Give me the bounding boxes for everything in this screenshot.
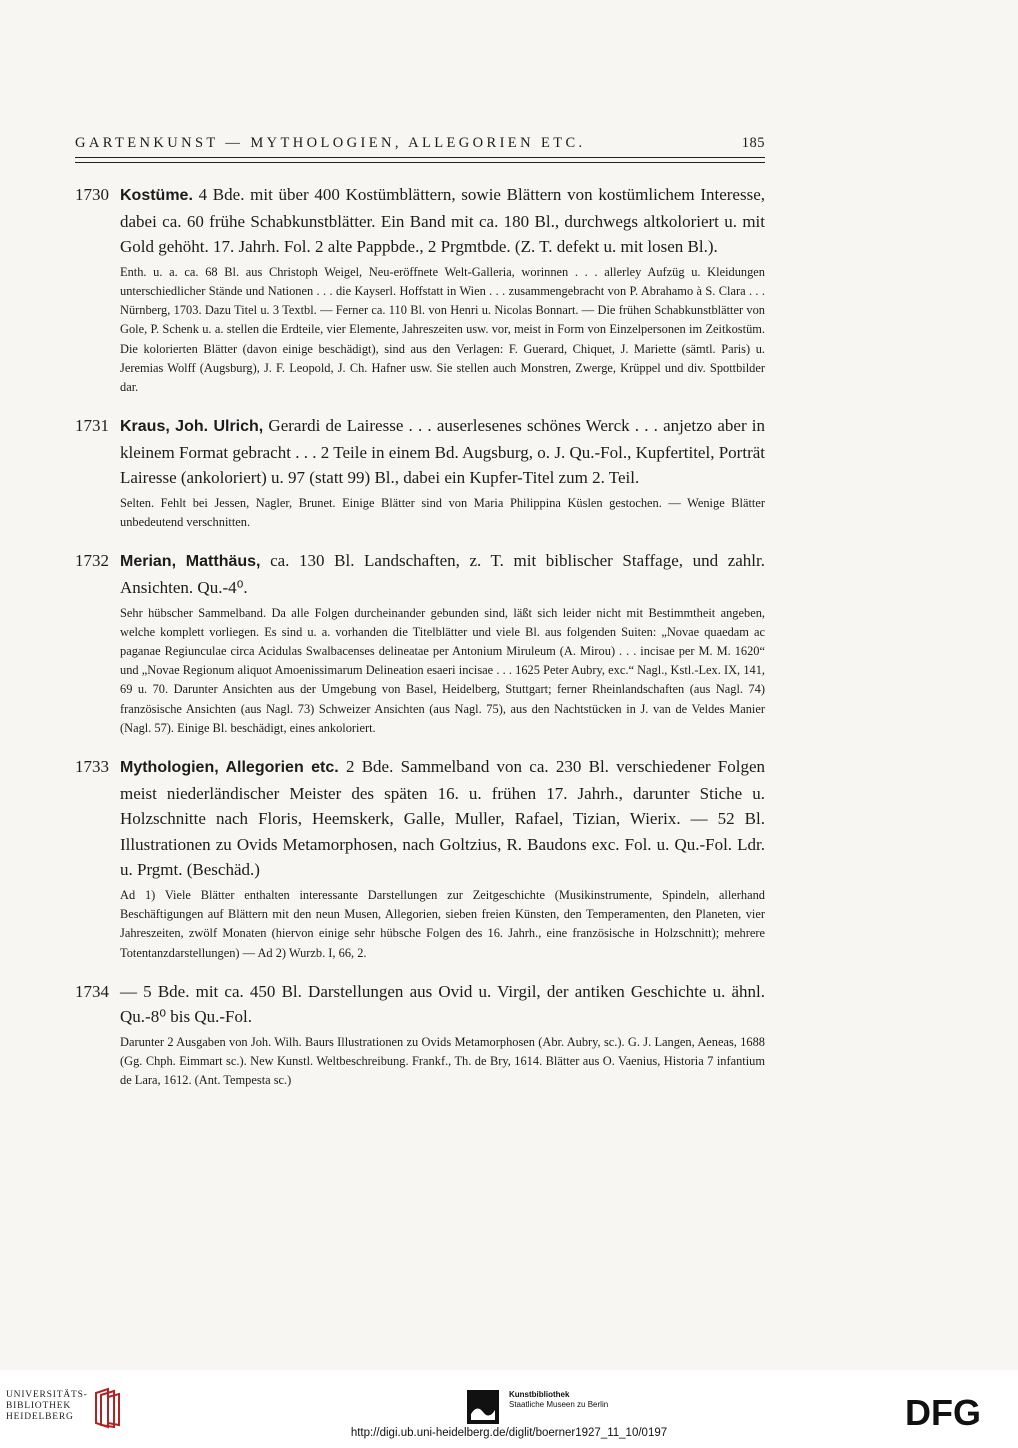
entry-number: 1733 (75, 757, 109, 776)
catalog-entries (75, 182, 765, 1107)
page-number: 185 (741, 135, 765, 151)
entry-description: 4 Bde. mit über 400 Kostümblättern, sowie Blättern von kostümlichem Interesse, dabei ca. 60 frühe Schabkunstblätter. Ein Band mit ca. 180 Bl., durchwegs altkoloriert u. mit Gold gehöht. 17. Jahrh. Fol. 2 alte Pappbde., 2 Prgmtbde. (Z. T. defekt u. mit losen Bl.). (120, 185, 765, 257)
entry-main-text (75, 979, 765, 1030)
entry-headword: Mythologien, Allegorien etc. (120, 759, 339, 776)
kunstbibliothek-text (509, 1390, 608, 1410)
dfg-logo: DFG (905, 1392, 981, 1433)
header-rule-bottom (75, 162, 765, 163)
entry-number: 1732 (75, 551, 109, 571)
library-line: UNIVERSITÄTS- (6, 1390, 88, 1400)
entry-description: ca. 130 Bl. Landschaften, z. T. mit biblischer Staffage, und zahlr. Ansichten. Qu.-4⁰. (120, 551, 765, 597)
entry-headword: Kraus, Joh. Ulrich, (120, 418, 264, 436)
viewer-footer (0, 1370, 1018, 1448)
entry-note: Sehr hübscher Sammelband. Da alle Folgen durcheinander gebunden sind, läßt sich leider nicht mit Bestimmtheit angeben, welche komplett vorliegen. Es sind u. a. vorhanden die Titelblätter und viele Bl. aus folgenden Suiten: „Novae quaedam ac paganae Regiunculae circa Acidulas Swalbacenses delineatae per Antonium Miruleum (A. Mirou) . . . incisae per M. M. 1620“ und „Novae Regionum aliquot Amoenissimarum Delineation esaeri incisae . . . 1625 Peter Aubry, exc.“ Nagl., Kstl.-Lex. IX, 141, 69 u. 70. Darunter Ansichten aus der Umgebung von Basel, Heidelberg, Stuttgart; ferner Rheinlandschaften (aus Nagl. 74) französische Ansichten (aus Nagl. 73) Schweizer Ansichten (aus Nagl. 75), aus den Nachtstücken in J. van de Veldes Manier (Nagl. 57). Einige Bl. beschädigt, eines ankoloriert. (120, 605, 765, 735)
catalog-entry-1731 (75, 413, 765, 532)
kb-name: Kunstbibliothek (509, 1390, 570, 1399)
entry-main-text (75, 413, 765, 491)
entry-number: 1730 (75, 185, 109, 204)
library-line: HEIDELBERG (6, 1412, 74, 1422)
entry-headword: Merian, Matthäus, (120, 553, 261, 571)
entry-description: Gerardi de Lairesse . . . auserlesenes schönes Werck . . . anjetzo aber in kleinem Format gebracht . . . 2 Teile in einem Bd. Augsburg, o. J. Qu.-Fol., Kupfertitel, Porträt Lairesse (ankoloriert) u. 97 (statt 99) Bl., dabei ein Kupfer-Titel zum 2. Teil. (120, 416, 766, 488)
entry-description: 2 Bde. Sammelband von ca. 230 Bl. verschiedener Folgen meist niederländischer Meister des späten 16. u. frühen 17. Jahrh., darunter Stiche u. Holzschnitte nach Floris, Heemskerk, Galle, Muller, Rafael, Tizian, Wierix. — 52 Bl. Illustrationen zu Ovids Metamorphosen, nach Goltzius, R. Baudons exc. Fol. u. Qu.-Fol. Ldr. u. Prgmt. (Beschäd.) (120, 757, 765, 880)
university-library-name (6, 1390, 88, 1423)
entry-main-text (75, 754, 765, 883)
entry-note: Enth. u. a. ca. 68 Bl. aus Christoph Weigel, Neu-eröffnete Welt-Galleria, worinnen . . . allerley Aufzüg u. Kleidungen unterschiedlicher Stände und Nationen . . . die Kayserl. Hoffstatt in Wien . . . zusammengebracht von P. Abrahamo à S. Clara . . . Nürnberg, 1703. Dazu Titel u. 3 Textbl. — Ferner ca. 110 Bl. von Henri u. Nicolas Bonnart. — Die frühen Schabkunstblätter von Gole, P. Schenk u. a. stellen die Erdteile, vier Elemente, Jahreszeiten usw. vor, meist in Form von Einzelpersonen im Zeitkostüm. Die kolorierten Blätter (davon einige beschädigt), sind aus den Verlagen: F. Guerard, Chiquet, J. Mariette (sämtl. Paris) u. Jeremias Wolff (Augsburg), J. F. Leopold, J. Ch. Hafner usw. Sie stellen auch Monstren, Zwerge, Krüppel und div. Spottbilder dar. (120, 264, 765, 394)
kunstbibliothek-logo-icon (467, 1390, 499, 1424)
entry-note: Ad 1) Viele Blätter enthalten interessante Darstellungen zur Zeitgeschichte (Musikinstrumente, Spindeln, allerhand Beschäftigungen auf Blättern mit den neun Musen, Allegorien, sieben freien Künsten, den Temperamenten, den Planeten, vier Jahreszeiten, zwölf Monaten (hiervon einige sehr hübsche Folgen des 16. Jahrh., eine französische in Holzschnitt); mehrere Totentanzdarstellungen) — Ad 2) Wurzb. I, 66, 2. (120, 887, 765, 960)
catalog-entry-1732 (75, 548, 765, 738)
entry-note: Darunter 2 Ausgaben von Joh. Wilh. Baurs Illustrationen zu Ovids Metamorphosen (Abr. Aubry, sc.). G. J. Langen, Aeneas, 1688 (Gg. Chph. Eimmart sc.). New Kunstl. Weltbeschreibung. Frankf., Th. de Bry, 1614. Blätter aus O. Vaenius, Historia 7 infantium de Lara, 1612. (Ant. Tempesta sc.) (120, 1034, 765, 1088)
catalog-entry-1734 (75, 979, 765, 1091)
entry-number: 1731 (75, 416, 109, 436)
library-line: BIBLIOTHEK (6, 1401, 71, 1411)
header-rule-top (75, 157, 765, 158)
entry-note: Selten. Fehlt bei Jessen, Nagler, Brunet. Einige Blätter sind von Maria Philippina Küslen gestochen. — Wenige Blätter unbedeutend verschnitten. (120, 495, 765, 530)
running-head-title: GARTENKUNST — MYTHOLOGIEN, ALLEGORIEN ETC. (75, 135, 586, 151)
entry-headword: Kostüme. (120, 187, 193, 204)
entry-description: — 5 Bde. mit ca. 450 Bl. Darstellungen aus Ovid u. Virgil, der antiken Geschichte u. ähnl. Qu.-8⁰ bis Qu.-Fol. (120, 981, 765, 1027)
catalog-entry-1730 (75, 182, 765, 397)
entry-main-text (75, 548, 765, 600)
source-url-link[interactable]: http://digi.ub.uni-heidelberg.de/diglit/boerner1927_11_10/0197 (350, 1427, 668, 1439)
entry-number: 1734 (75, 981, 109, 1001)
kb-subtitle: Staatliche Museen zu Berlin (509, 1400, 609, 1409)
running-head (75, 135, 765, 152)
university-library-logo-icon (92, 1387, 122, 1429)
entry-main-text (75, 182, 765, 260)
catalog-entry-1733 (75, 754, 765, 963)
